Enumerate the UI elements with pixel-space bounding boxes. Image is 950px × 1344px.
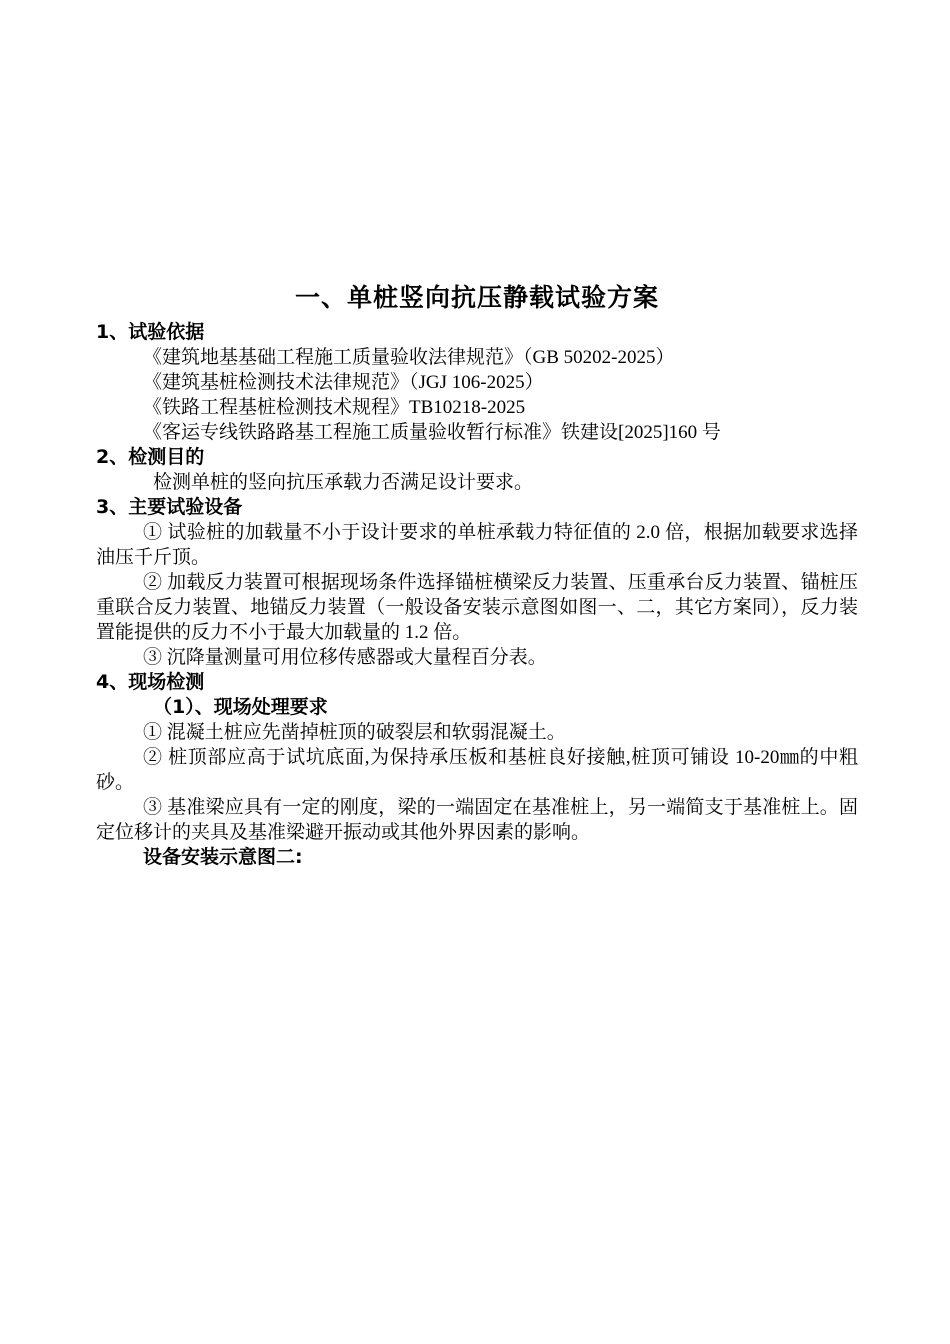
reference-item: 《建筑基桩检测技术法律规范》（JGJ 106-2025）	[143, 372, 544, 393]
section-heading-purpose: 2、检测目的	[96, 446, 205, 468]
section-heading-field-test: 4、现场检测	[96, 671, 205, 693]
purpose-text: 检测单桩的竖向抗压承载力否满足设计要求。	[153, 472, 534, 493]
section-heading-basis: 1、试验依据	[96, 321, 205, 343]
document-title: 一、单桩竖向抗压静载试验方案	[294, 283, 659, 312]
reference-item: 《客运专线铁路路基工程施工质量验收暂行标准》铁建设[2025]160 号	[143, 422, 721, 443]
subsection-heading: （1）、现场处理要求	[153, 696, 328, 718]
field-item: ① 混凝土桩应先凿掉桩顶的破裂层和软弱混凝土。	[143, 722, 566, 743]
field-item: ③ 基准梁应具有一定的刚度，梁的一端固定在基准桩上，另一端简支于基准桩上。固定位移计的夹具及基准梁避开振动或其他外界因素的影响。	[96, 797, 858, 843]
reference-item: 《铁路工程基桩检测技术规程》TB10218-2025	[143, 397, 526, 418]
reference-item: 《建筑地基基础工程施工质量验收法律规范》（GB 50202-2025）	[143, 347, 675, 368]
document-body	[96, 280, 858, 870]
equipment-item: ② 加载反力装置可根据现场条件选择锚桩横梁反力装置、压重承台反力装置、锚桩压重联合反力装置、地锚反力装置（一般设备安装示意图如图一、二，其它方案同），反力装置能提供的反力不小于最大加载量的 1.2 倍。	[96, 572, 858, 643]
equipment-item: ③ 沉降量测量可用位移传感器或大量程百分表。	[143, 647, 547, 668]
figure-caption: 设备安装示意图二:	[143, 846, 303, 868]
equipment-item: ① 试验桩的加载量不小于设计要求的单桩承载力特征值的 2.0 倍，根据加载要求选择油压千斤顶。	[96, 522, 858, 568]
section-heading-equipment: 3、主要试验设备	[96, 496, 243, 518]
field-item: ② 桩顶部应高于试坑底面,为保持承压板和基桩良好接触,桩顶可铺设 10-20㎜的中粗砂。	[96, 747, 858, 793]
